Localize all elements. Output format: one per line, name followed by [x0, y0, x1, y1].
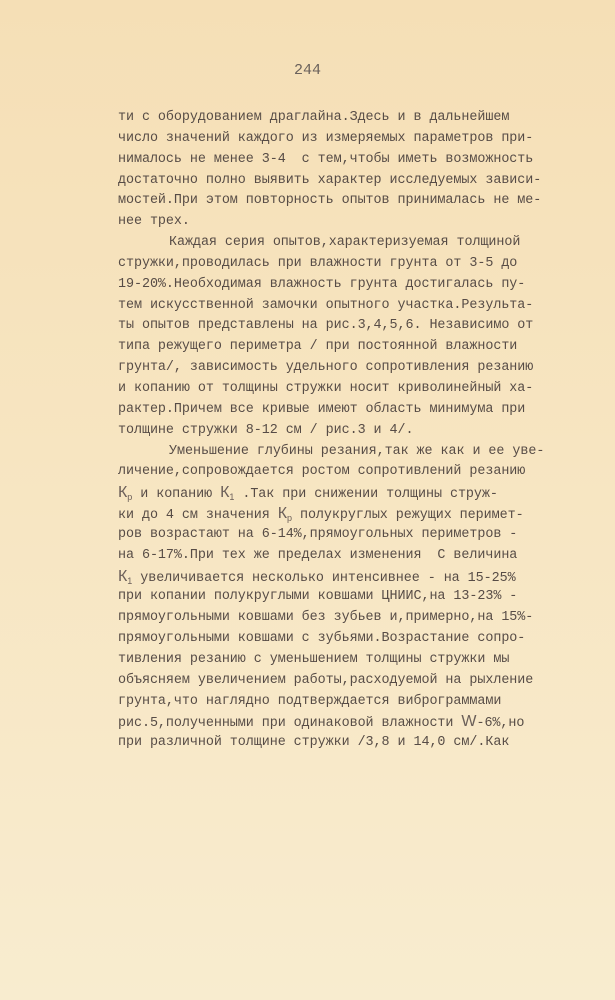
- text-line: при различной толщине стружки /3,8 и 14,0 см/.Как: [118, 735, 510, 751]
- text-line: грунта,что наглядно подтверждается виброграммами: [118, 693, 502, 709]
- text-line: стружки,проводилась при влажности грунта от 3-5 до: [118, 255, 518, 271]
- text-line: ров возрастают на 6-14%,прямоугольных периметров -: [118, 526, 518, 542]
- paragraph-start-line: Уменьшение глубины резания,так же как и ее уве-: [169, 443, 545, 459]
- text-line: нималось не менее 3-4 с тем,чтобы иметь возможность: [118, 151, 534, 167]
- text-line: мостей.При этом повторность опытов принималась не ме-: [118, 193, 542, 209]
- text-line: при копании полукруглыми ковшами ЦНИИС,на 13-23% -: [118, 589, 518, 605]
- text-line: прямоугольными ковшами без зубьев и,примерно,на 15%-: [118, 610, 534, 626]
- text-line: число значений каждого из измеряемых параметров при-: [118, 130, 534, 146]
- text-line: на 6-17%.При тех же пределах изменения С величина: [118, 547, 518, 563]
- text-line-with-symbols: $К_1$ увеличивается несколько интенсивнее - на 15-25%: [118, 567, 516, 586]
- text-line: тивления резанию с уменьшением толщины стружки мы: [118, 651, 510, 667]
- symbol-kp: $К_р$: [118, 484, 133, 503]
- text-line: толщине стружки 8-12 см / рис.3 и 4/.: [118, 422, 414, 438]
- page-number: 244: [293, 62, 321, 79]
- paragraph-start-line: Каждая серия опытов,характеризуемая толщиной: [169, 235, 521, 251]
- text-line: объясняем увеличением работы,расходуемой на рыхление: [118, 672, 534, 688]
- symbol-kp: $К_р$: [277, 505, 292, 524]
- symbol-k1: $К_1$: [220, 484, 235, 503]
- symbol-k1: $К_1$: [118, 567, 133, 586]
- text-line: грунта/, зависимость удельного сопротивления резанию: [118, 360, 534, 376]
- text-line: ты опытов представлены на рис.3,4,5,6. Независимо от: [118, 318, 534, 334]
- text-line: ти с оборудованием драглайна.Здесь и в дальнейшем: [118, 110, 510, 125]
- text-line: достаточно полно выявить характер исследуемых зависи-: [118, 172, 542, 188]
- text-line: нее трех.: [118, 214, 190, 230]
- symbol-w: W: [461, 713, 477, 731]
- body-text: [118, 108, 588, 754]
- text-line: тем искусственной замочки опытного участка.Результа-: [118, 297, 534, 313]
- text-line: личение,сопровождается ростом сопротивлений резанию: [118, 464, 526, 480]
- text-line: и копанию от толщины стружки носит криволинейный ха-: [118, 380, 534, 396]
- text-line-with-symbols: рис.5,полученными при одинаковой влажности W-6%,но: [118, 713, 525, 732]
- text-line-with-symbols: ки до 4 см значения $К_р$ полукруглых режущих перимет-: [118, 505, 524, 524]
- text-line-with-symbols: $К_р$ и копанию $К_1$ .Так при снижении толщины струж-: [118, 484, 498, 503]
- text-line: 19-20%.Необходимая влажность грунта достигалась пу-: [118, 276, 526, 292]
- text-line: типа режущего периметра / при постоянной влажности: [118, 339, 518, 355]
- text-line: прямоугольными ковшами с зубьями.Возрастание сопро-: [118, 631, 526, 647]
- text-line: рактер.Причем все кривые имеют область минимума при: [118, 401, 526, 417]
